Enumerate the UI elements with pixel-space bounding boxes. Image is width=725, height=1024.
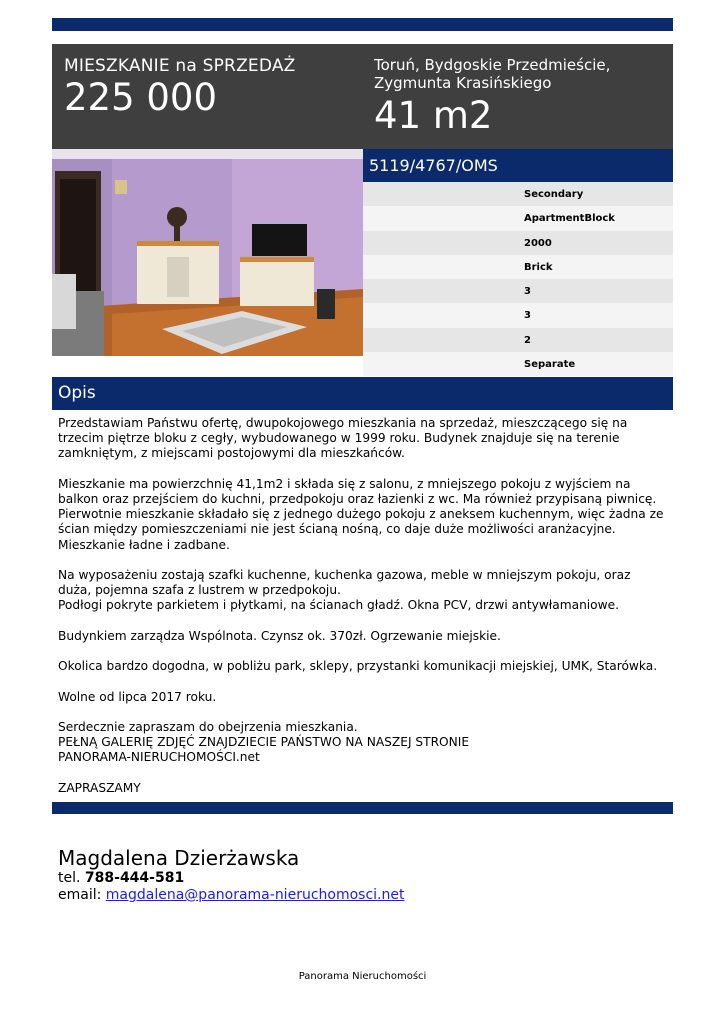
description-line: duża, pojemna szafa z lustrem w przedpokoju. bbox=[58, 583, 341, 598]
property-row bbox=[363, 182, 673, 206]
description-line: Budynkiem zarządza Wspólnota. Czynsz ok. 370zł. Ogrzewanie miejskie. bbox=[58, 628, 501, 643]
reference-box bbox=[363, 149, 673, 182]
description-paragraph bbox=[58, 659, 670, 674]
description-line: Mieszkanie ma powierzchnię 41,1m2 i składa się z salonu, z mniejszego pokoju z wyjściem na bbox=[58, 476, 631, 491]
location-line-2: Zygmunta Krasińskiego bbox=[374, 74, 552, 92]
description-body bbox=[58, 416, 670, 796]
description-title: Opis bbox=[58, 383, 96, 403]
property-value: ApartmentBlock bbox=[524, 213, 615, 225]
description-line: Podłogi pokryte parkietem i płytkami, na ścianach gładź. Okna PCV, drzwi antywłamaniowe. bbox=[58, 598, 619, 613]
property-value: 3 bbox=[524, 286, 531, 298]
property-value: Separate bbox=[524, 359, 576, 371]
description-line: Wolne od lipca 2017 roku. bbox=[58, 689, 217, 704]
description-line: PANORAMA-NIERUCHOMOŚCI.net bbox=[58, 750, 260, 765]
property-value: 3 bbox=[524, 310, 531, 322]
description-paragraph bbox=[58, 781, 670, 796]
listing-header bbox=[52, 44, 673, 149]
description-line: Przedstawiam Państwu ofertę, dwupokojowego mieszkania na sprzedaż, mieszczącego się na bbox=[58, 416, 628, 430]
description-line: ścian między pomieszczeniami nie jest ścianą nośną, co daje duże możliwości aranżacyjne. bbox=[58, 522, 616, 537]
description-line: ZAPRASZAMY bbox=[58, 780, 141, 795]
description-line: Okolica bardzo dogodna, w pobliżu park, sklepy, przystanki komunikacji miejskiej, UMK, Starówka. bbox=[58, 659, 658, 674]
apartment-photo bbox=[52, 149, 363, 356]
description-line: Serdecznie zapraszam do obejrzenia mieszkania. bbox=[58, 719, 358, 734]
agent-name: Magdalena Dzierżawska bbox=[58, 846, 300, 870]
description-paragraph bbox=[58, 720, 670, 766]
description-line: PEŁNĄ GALERIĘ ZDJĘĆ ZNAJDZIECIE PAŃSTWO NA NASZEJ STRONIE bbox=[58, 735, 470, 750]
description-line: zamkniętym, z miejscami postojowymi dla mieszkańców. bbox=[58, 446, 405, 461]
agent-phone-line bbox=[58, 870, 404, 887]
property-value: 2 bbox=[524, 334, 531, 346]
description-paragraph bbox=[58, 416, 670, 462]
property-row bbox=[363, 279, 673, 303]
header-left bbox=[64, 56, 296, 118]
description-line: balkon oraz przejściem do kuchni, przedpokoju oraz łazienki z wc. Ma również przypisaną piwnicę. bbox=[58, 492, 657, 506]
location-line-1: Toruń, Bydgoskie Przedmieście, bbox=[374, 56, 611, 74]
property-row bbox=[363, 352, 673, 376]
agent-email-link[interactable]: magdalena@panorama-nieruchomosci.net bbox=[105, 887, 405, 903]
listing-location bbox=[374, 56, 664, 92]
property-row bbox=[363, 206, 673, 230]
email-label: email: bbox=[58, 887, 102, 903]
footer-company: Panorama Nieruchomości bbox=[298, 971, 427, 982]
description-line: trzecim piętrze bloku z cegły, wybudowanego w 1999 roku. Budynek znajduje się na terenie bbox=[58, 431, 620, 446]
property-value: Brick bbox=[524, 261, 553, 273]
header-right bbox=[374, 56, 664, 136]
property-row bbox=[363, 231, 673, 255]
listing-area: 41 m2 bbox=[374, 94, 493, 137]
top-accent-bar bbox=[52, 18, 673, 31]
description-line: Pierwotnie mieszkanie składało się z jednego dużego pokoju z aneksem kuchennym, więc żadna ze bbox=[58, 507, 664, 522]
property-row bbox=[363, 255, 673, 279]
agent-phone: 788-444-581 bbox=[84, 870, 185, 886]
description-header bbox=[52, 377, 673, 410]
agent-email-line bbox=[58, 887, 404, 904]
property-list bbox=[363, 182, 673, 376]
description-paragraph bbox=[58, 477, 670, 553]
property-value: Secondary bbox=[524, 189, 584, 200]
description-paragraph bbox=[58, 568, 670, 614]
property-row bbox=[363, 303, 673, 327]
separator-bar bbox=[52, 802, 673, 814]
listing-type: MIESZKANIE na SPRZEDAŻ bbox=[64, 56, 296, 76]
property-row bbox=[363, 328, 673, 352]
property-value: 2000 bbox=[524, 237, 552, 249]
agent-contact bbox=[58, 846, 404, 904]
description-line: Mieszkanie ładne i zadbane. bbox=[58, 537, 230, 552]
listing-price: 225 000 bbox=[64, 76, 218, 119]
description-paragraph bbox=[58, 690, 670, 705]
reference-number: 5119/4767/OMS bbox=[369, 156, 498, 175]
phone-label: tel. bbox=[58, 870, 81, 886]
description-paragraph bbox=[58, 629, 670, 644]
description-line: Na wyposażeniu zostają szafki kuchenne, kuchenka gazowa, meble w mniejszym pokoju, oraz bbox=[58, 568, 631, 582]
